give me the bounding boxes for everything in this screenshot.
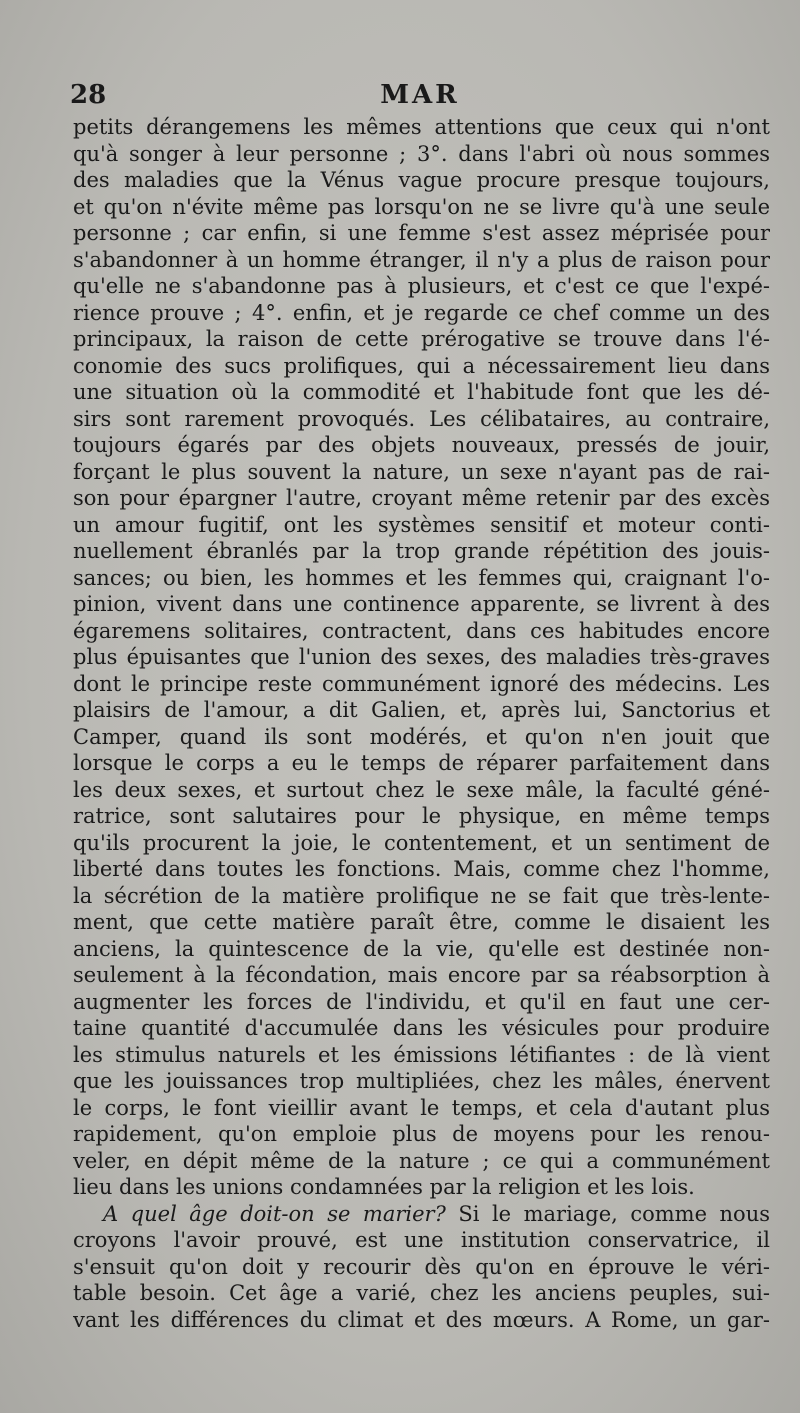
page-number: 28 <box>70 80 107 110</box>
text-line: sirs sont rarement provoqués. Les célibataires, au contraire, <box>73 406 770 431</box>
text-run: Si le mariage, comme nous <box>445 1201 770 1226</box>
running-head: MAR <box>380 80 460 110</box>
text-line: le corps, le font vieillir avant le temps, et cela d'autant plus <box>73 1095 770 1120</box>
text-line: qu'elle ne s'abandonne pas à plusieurs, et c'est ce que l'expé- <box>73 274 770 298</box>
text-line <box>73 1201 770 1228</box>
text-line: qu'ils procurent la joie, le contentement, et un sentiment de <box>73 830 770 855</box>
text-line: personne ; car enfin, si une femme s'est assez méprisée pour <box>73 221 770 245</box>
text-line: dont le principe reste communément ignoré des médecins. Les <box>73 671 770 696</box>
text-line: seulement à la fécondation, mais encore par sa réabsorption à <box>73 963 770 987</box>
paragraph <box>73 114 770 1201</box>
text-line: lorsque le corps a eu le temps de réparer parfaitement dans <box>73 751 770 775</box>
text-line: lieu dans les unions condamnées par la religion et les lois. <box>73 1175 695 1199</box>
text-line: forçant le plus souvent la nature, un sexe n'ayant pas de rai- <box>73 459 770 484</box>
text-line: un amour fugitif, ont les systèmes sensitif et moteur conti- <box>73 512 770 537</box>
text-line: vant les différences du climat et des mœurs. A Rome, un gar- <box>73 1307 770 1332</box>
paragraph-marriage-age <box>73 1201 770 1334</box>
text-line: s'ensuit qu'on doit y recourir dès qu'on en éprouve le véri- <box>73 1254 770 1279</box>
text-line: plus épuisantes que l'union des sexes, des maladies très-graves <box>73 645 770 669</box>
text-line: croyons l'avoir prouvé, est une institution conservatrice, il <box>73 1228 770 1252</box>
text-line: qu'à songer à leur personne ; 3°. dans l'abri où nous sommes <box>73 141 770 166</box>
text-line: toujours égarés par des objets nouveaux, pressés de jouir, <box>73 433 770 457</box>
text-line: plaisirs de l'amour, a dit Galien, et, après lui, Sanctorius et <box>73 698 770 722</box>
text-line: conomie des sucs prolifiques, qui a nécessairement lieu dans <box>73 353 770 378</box>
text-line: veler, en dépit même de la nature ; ce qui a communément <box>73 1148 770 1173</box>
text-line: petits dérangemens les mêmes attentions que ceux qui n'ont <box>73 115 770 139</box>
text-line: taine quantité d'accumulée dans les vésicules pour produire <box>73 1016 770 1040</box>
text-line: nuellement ébranlés par la trop grande répétition des jouis- <box>73 539 770 563</box>
text-line: les deux sexes, et surtout chez le sexe mâle, la faculté géné- <box>73 777 770 802</box>
text-line: Camper, quand ils sont modérés, et qu'on n'en jouit que <box>73 724 770 749</box>
text-line: rience prouve ; 4°. enfin, et je regarde ce chef comme un des <box>73 300 770 325</box>
text-line: ratrice, sont salutaires pour le physique, en même temps <box>73 804 770 828</box>
text-line: une situation où la commodité et l'habitude font que les dé- <box>73 380 770 404</box>
text-line: rapidement, qu'on emploie plus de moyens pour les renou- <box>73 1122 770 1146</box>
text-line: des maladies que la Vénus vague procure presque toujours, <box>73 168 770 192</box>
text-line: principaux, la raison de cette prérogative se trouve dans l'é- <box>73 327 770 351</box>
text-line: sances; ou bien, les hommes et les femmes qui, craignant l'o- <box>73 565 770 590</box>
text-line: son pour épargner l'autre, croyant même retenir par des excès <box>73 486 770 510</box>
section-heading: A quel âge doit-on se marier? <box>103 1201 446 1226</box>
text-line: table besoin. Cet âge a varié, chez les anciens peuples, sui- <box>73 1281 770 1305</box>
text-line: les stimulus naturels et les émissions létifiantes : de là vient <box>73 1042 770 1067</box>
text-line: la sécrétion de la matière prolifique ne se fait que très-lente- <box>73 883 770 908</box>
text-line: liberté dans toutes les fonctions. Mais, comme chez l'homme, <box>73 857 770 881</box>
text-line: ment, que cette matière paraît être, comme le disaient les <box>73 910 770 934</box>
text-line: s'abandonner à un homme étranger, il n'y a plus de raison pour <box>73 247 770 272</box>
body-text <box>73 114 770 1333</box>
text-line: anciens, la quintescence de la vie, qu'elle est destinée non- <box>73 936 770 961</box>
text-line: que les jouissances trop multipliées, chez les mâles, énervent <box>73 1069 770 1093</box>
text-line: égaremens solitaires, contractent, dans ces habitudes encore <box>73 618 770 643</box>
text-line: et qu'on n'évite même pas lorsqu'on ne se livre qu'à une seule <box>73 194 770 219</box>
text-line: pinion, vivent dans une continence apparente, se livrent à des <box>73 592 770 616</box>
text-line: augmenter les forces de l'individu, et qu'il en faut une cer- <box>73 989 770 1014</box>
